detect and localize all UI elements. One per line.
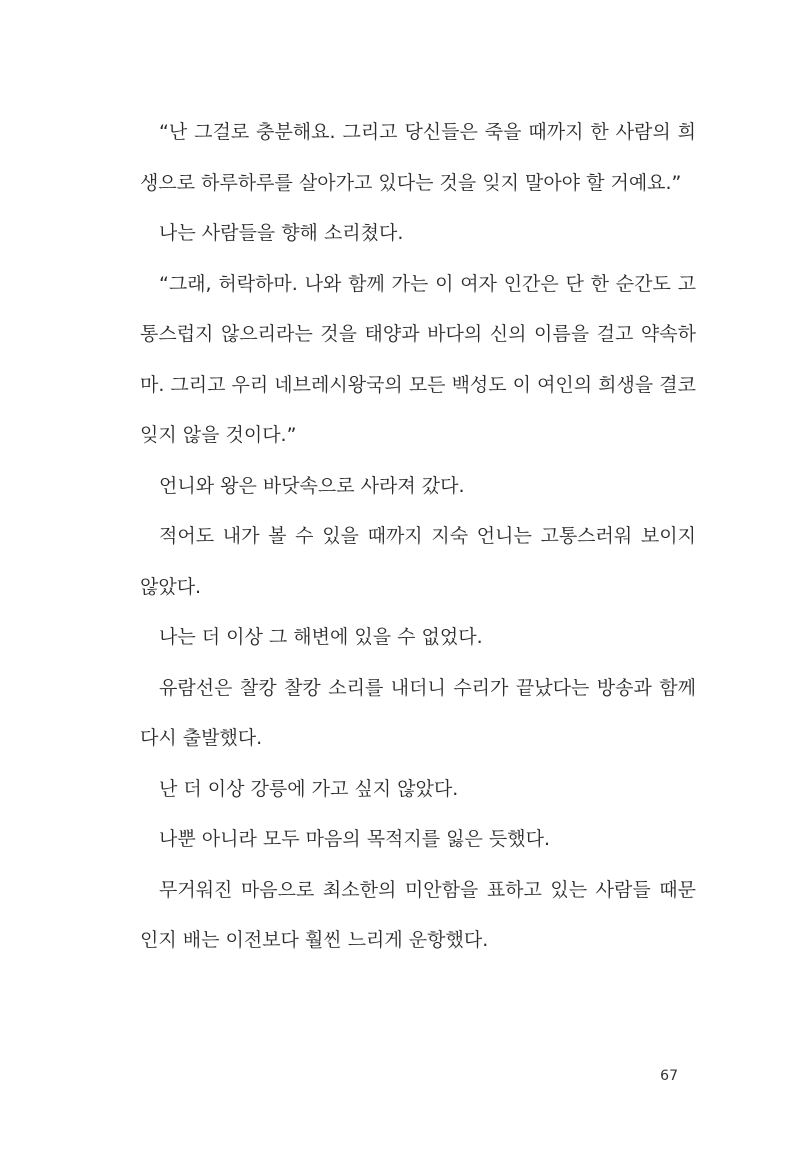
paragraph-5: 적어도 내가 볼 수 있을 때까지 지숙 언니는 고통스러워 보이지 않았다. (140, 525, 696, 598)
paragraph-2: 나는 사람들을 향해 소리쳤다. (159, 222, 404, 244)
paragraph-1: “난 그걸로 충분해요. 그리고 당신들은 죽을 때까지 한 사람의 희생으로 하루하루를 살아가고 있다는 것을 잊지 말아야 할 거예요.” (140, 121, 696, 194)
paragraph-7: 유람선은 찰캉 찰캉 소리를 내더니 수리가 끝났다는 방송과 함께 다시 출발했다. (140, 676, 696, 749)
body-text (140, 107, 696, 966)
paragraph-10: 무거워진 마음으로 최소한의 미안함을 표하고 있는 사람들 때문인지 배는 이전보다 훨씬 느리게 운항했다. (140, 878, 696, 951)
paragraph-9: 나뿐 아니라 모두 마음의 목적지를 잃은 듯했다. (159, 828, 551, 850)
paragraph-4: 언니와 왕은 바닷속으로 사라져 갔다. (159, 474, 465, 497)
paragraph-8: 난 더 이상 강릉에 가고 싶지 않았다. (159, 777, 459, 800)
page-number: 67 (660, 1068, 678, 1084)
paragraph-3: “그래, 허락하마. 나와 함께 가는 이 여자 인간은 단 한 순간도 고통스럽지 않으리라는 것을 태양과 바다의 신의 이름을 걸고 약속하마. 그리고 우리 네브레시왕국의 모든 백성도 이 여인의 희생을 결코 잊지 않을 것이다.” (140, 272, 696, 446)
paragraph-6: 나는 더 이상 그 해변에 있을 수 없었다. (159, 626, 483, 648)
